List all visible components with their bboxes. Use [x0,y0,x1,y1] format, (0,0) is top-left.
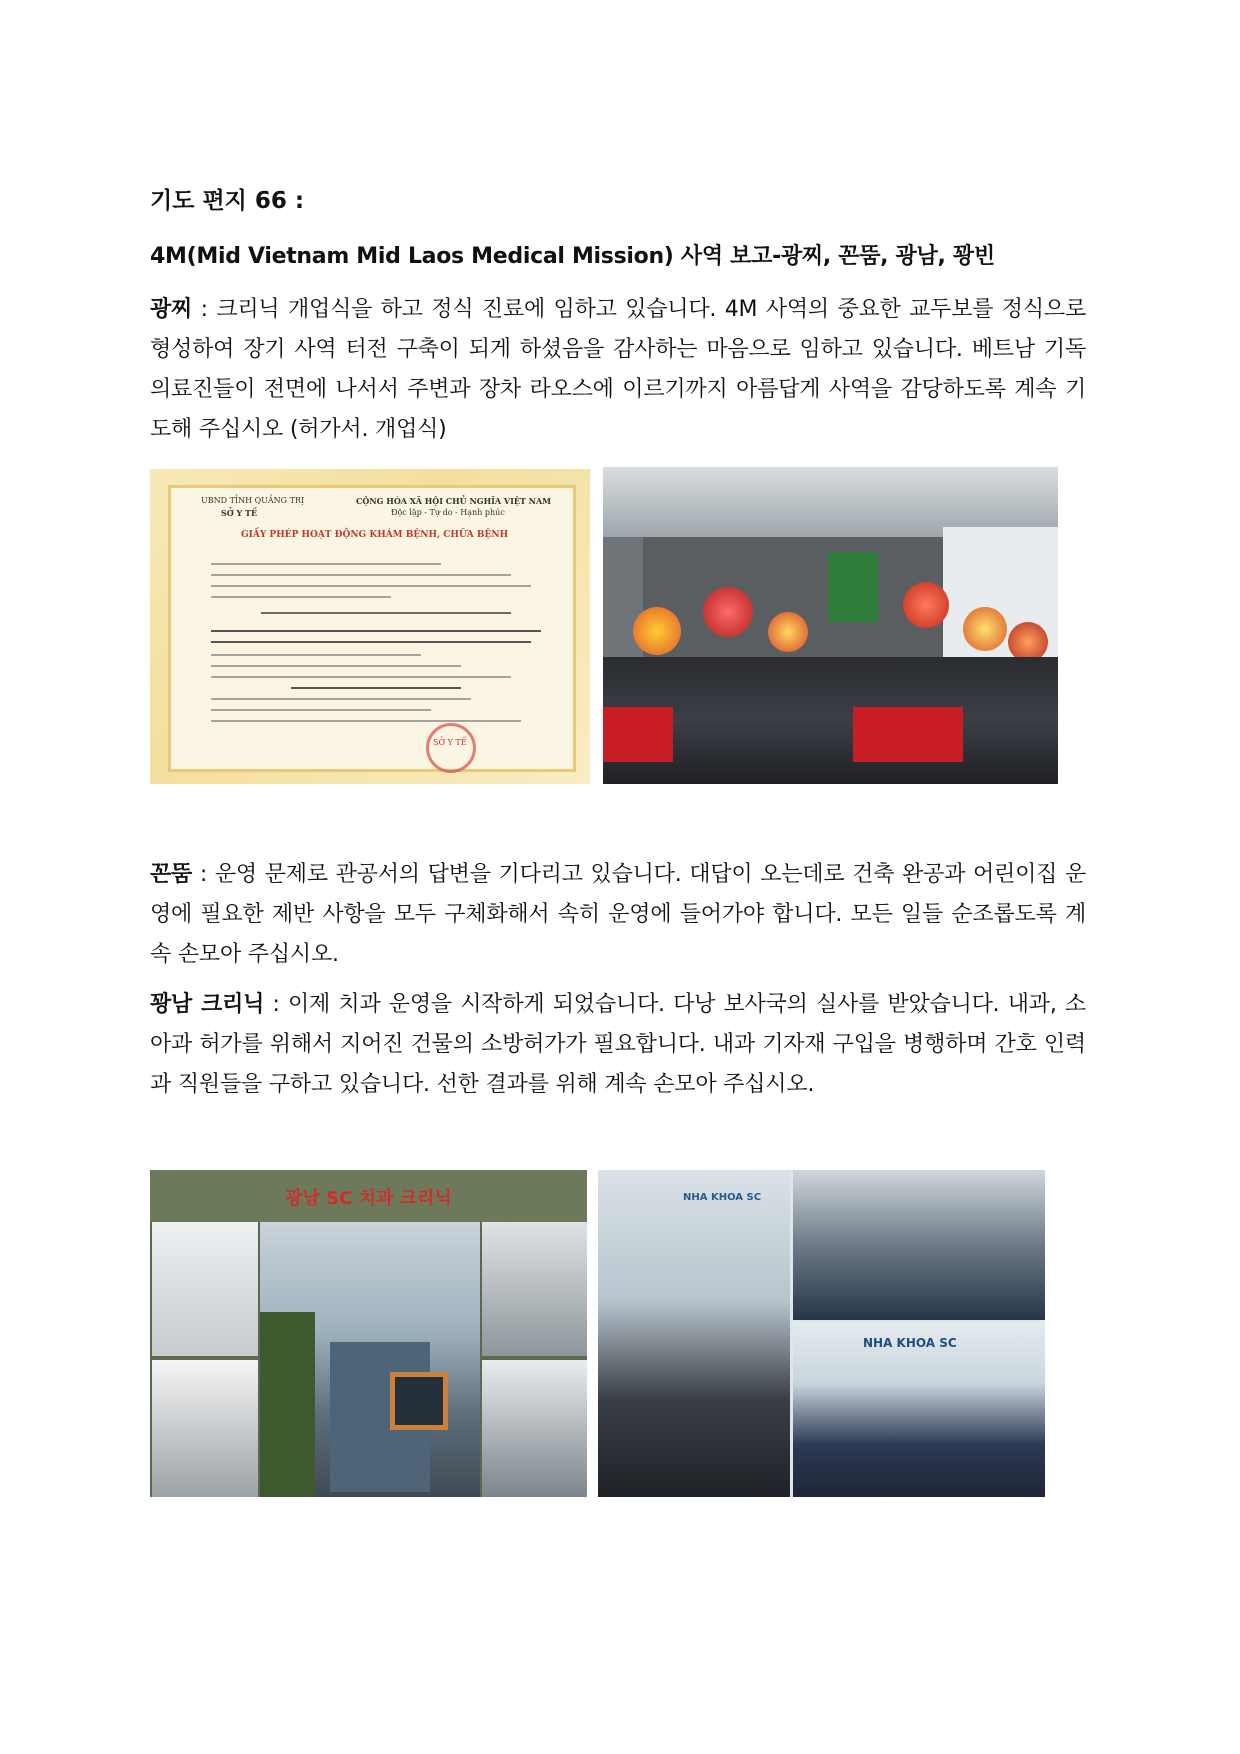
staff-group-photo [793,1322,1045,1497]
hallway-photo [152,1360,258,1497]
letter-title: 기도 편지 66 : [150,188,305,214]
dental-clinic-collage [150,1170,587,1497]
license-left-header-1: UBND TỈNH QUẢNG TRỊ [201,496,305,505]
license-right-header-1: CỘNG HÒA XÃ HỘI CHỦ NGHĨA VIỆT NAM [356,496,552,506]
dental-chair-photo [482,1222,587,1356]
section-heading: 꼰뚬 [150,862,193,887]
team-meeting-photo [598,1170,790,1497]
clinic-sign-bottom: NHA KHOA SC [863,1336,957,1350]
section-text: : 이제 치과 운영을 시작하게 되었습니다. 다낭 보사국의 실사를 받았습니다. 내과, 소아과 허가를 위해서 지어진 건물의 소방허가가 필요합니다. 내과 기자재 구입을 병행하며 간호 인력과 직원들을 구하고 있습니다. 선한 결과를 위해 계속 손모아 주십시오. [150,992,1086,1097]
section-heading: 광찌 [150,297,193,322]
green-banner [828,552,878,622]
section-gwangjji [150,290,1086,450]
section-heading: 꽝남 크리닉 [150,992,265,1017]
license-paper [168,485,576,772]
letter-subtitle: 4M(Mid Vietnam Mid Laos Medical Mission) 사역 보고-광찌, 꼰뚬, 광남, 꽝빈 [150,244,995,269]
dental-unit-photo [482,1360,587,1497]
clinic-collage-caption: 광남 SC 치과 크리닉 [285,1188,452,1209]
section-text: : 크리닉 개업식을 하고 정식 진료에 임하고 있습니다. 4M 사역의 중요한 교두보를 정식으로 형성하여 장기 사역 터전 구축이 되게 하셨음을 감사하는 마음으로 임하고 있습니다. 베트남 기독 의료진들이 전면에 나서서 주변과 장차 라오스에 이르기까지 아름답게 사역을 감당하도록 계속 기도해 주십시오 (허가서. 개업식) [150,297,1086,442]
section-kontum [150,855,1086,975]
equipment-unpacking-photo [793,1170,1045,1320]
section-quangnam-clinic [150,985,1086,1105]
license-right-header-2: Độc lập - Tự do - Hạnh phúc [391,508,505,517]
license-doc-title: GIẤY PHÉP HOẠT ĐỘNG KHÁM BỆNH, CHỮA BỆNH [241,530,509,540]
red-stamp-icon [426,723,476,773]
license-document-photo [150,469,590,784]
license-left-header-2: SỞ Y TẾ [221,508,258,518]
treatment-room-photo [152,1222,258,1356]
stamp-label: SỞ Y TẾ [433,738,467,747]
clinic-sign-top: NHA KHOA SC [683,1192,762,1203]
opening-ceremony-photo [603,467,1058,784]
clinic-building-photo [260,1222,480,1497]
section-text: : 운영 문제로 관공서의 답변을 기다리고 있습니다. 대답이 오는데로 건축 완공과 어린이집 운영에 필요한 제반 사항을 모두 구체화해서 속히 운영에 들어가야 합니다. 모든 일들 순조롭도록 계속 손모아 주십시오. [150,862,1086,967]
clinic-team-collage [598,1170,1045,1497]
